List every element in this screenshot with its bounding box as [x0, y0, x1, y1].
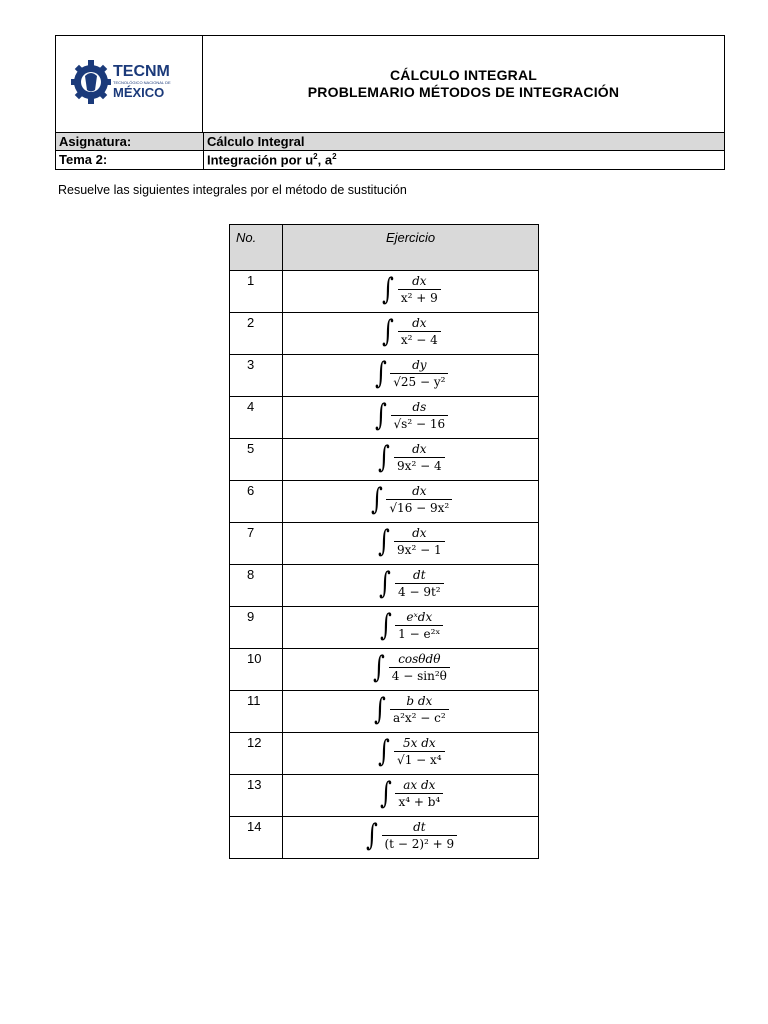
integrand-numerator: dt: [413, 568, 426, 582]
fraction: [398, 274, 441, 306]
fraction: [394, 736, 445, 768]
integral-expression: [380, 314, 441, 350]
exercise-integral: [283, 817, 539, 859]
integral-sign-icon: ∫: [365, 818, 378, 853]
integral-sign-icon: ∫: [370, 482, 383, 517]
exercise-number: 2: [230, 313, 283, 355]
integrand-numerator: dx: [412, 484, 427, 498]
table-row: [230, 565, 539, 607]
integral-expression: [372, 692, 448, 728]
integrand-denominator: 4 − 9t²: [395, 583, 444, 600]
integral-expression: [364, 818, 457, 854]
exercise-integral: [283, 649, 539, 691]
topic-value: [203, 151, 724, 169]
integral-sign-icon: ∫: [382, 314, 394, 349]
integrand-denominator: 1 − e²ˣ: [395, 625, 443, 642]
document-header: [55, 35, 725, 170]
integral-sign-icon: ∫: [378, 734, 391, 769]
exercise-integral: [283, 691, 539, 733]
table-row: [230, 313, 539, 355]
logo-text-main: TECNM: [113, 63, 170, 80]
integrand-denominator: √s² − 16: [391, 415, 449, 432]
integrand-numerator: 5x dx: [402, 736, 436, 750]
integrand-numerator: dx: [412, 526, 427, 540]
exercise-number: 3: [230, 355, 283, 397]
instruction-text: Resuelve las siguientes integrales por el método de sustitución: [58, 183, 407, 197]
exercise-integral: [283, 607, 539, 649]
exercise-number: 6: [230, 481, 283, 523]
table-row: [230, 481, 539, 523]
topic-value-prefix: Integración por u: [207, 152, 314, 168]
logo-text: [113, 64, 171, 100]
column-header-exercise: Ejercicio: [283, 225, 539, 271]
integral-sign-icon: ∫: [382, 272, 394, 307]
integrand-denominator: 4 − sin²θ: [389, 667, 450, 684]
integrand-numerator: dt: [413, 820, 426, 834]
integral-expression: [369, 482, 452, 518]
logo-text-sub: TECNOLÓGICO NACIONAL DE: [113, 80, 171, 85]
integral-sign-icon: ∫: [379, 776, 392, 811]
topic-sup-u: 2: [313, 152, 318, 161]
integrand-denominator: √1 − x⁴: [394, 751, 445, 768]
fraction: [382, 820, 458, 852]
exercise-number: 11: [230, 691, 283, 733]
exercise-integral: [283, 313, 539, 355]
subject-label: Asignatura:: [59, 134, 132, 149]
integrand-denominator: √16 − 9x²: [386, 499, 452, 516]
exercise-integral: [283, 523, 539, 565]
integral-sign-icon: ∫: [379, 566, 392, 601]
exercise-number: 5: [230, 439, 283, 481]
title-line-2: PROBLEMARIO MÉTODOS DE INTEGRACIÓN: [307, 84, 620, 100]
exercise-number: 12: [230, 733, 283, 775]
fraction: [398, 316, 441, 348]
integral-expression: [371, 650, 450, 686]
table-row: [230, 271, 539, 313]
fraction: [395, 568, 444, 600]
fraction: [390, 694, 449, 726]
table-body: [230, 271, 539, 859]
integrand-numerator: dx: [412, 274, 427, 288]
topic-row: [56, 150, 724, 169]
exercise-number: 10: [230, 649, 283, 691]
subject-value: Cálculo Integral: [203, 133, 724, 151]
integral-expression: [376, 524, 444, 560]
table-row: [230, 607, 539, 649]
fraction: [395, 610, 443, 642]
table-row: [230, 355, 539, 397]
table-row: [230, 775, 539, 817]
table-row: [230, 733, 539, 775]
fraction: [389, 652, 450, 684]
exercise-integral: [283, 271, 539, 313]
table-row: [230, 439, 539, 481]
logo-cell: [56, 36, 203, 132]
integral-sign-icon: ∫: [374, 692, 386, 727]
integral-expression: [380, 272, 441, 308]
table-row: [230, 523, 539, 565]
title-cell: [203, 36, 724, 132]
integrand-denominator: a²x² − c²: [390, 709, 449, 726]
integral-expression: [378, 608, 444, 644]
exercise-integral: [283, 733, 539, 775]
exercise-number: 13: [230, 775, 283, 817]
exercise-number: 4: [230, 397, 283, 439]
topic-sup-a: 2: [332, 152, 337, 161]
fraction: [391, 400, 449, 432]
integral-sign-icon: ∫: [373, 650, 385, 685]
subject-row: [56, 132, 724, 151]
integrand-denominator: x⁴ + b⁴: [395, 793, 443, 810]
integral-expression: [377, 566, 443, 602]
table-row: [230, 817, 539, 859]
integrand-denominator: 9x² − 1: [394, 541, 445, 558]
integral-expression: [376, 440, 444, 476]
topic-value-sep: , a: [317, 152, 333, 168]
integral-sign-icon: ∫: [378, 440, 391, 475]
topic-label: Tema 2:: [59, 152, 108, 167]
integrand-numerator: dy: [412, 358, 427, 372]
table-row: [230, 649, 539, 691]
exercise-integral: [283, 481, 539, 523]
integrand-denominator: (t − 2)² + 9: [382, 835, 458, 852]
exercise-number: 14: [230, 817, 283, 859]
title-line-1: CÁLCULO INTEGRAL: [389, 67, 538, 83]
integrand-numerator: eˣdx: [406, 610, 433, 624]
exercise-table: [229, 224, 539, 859]
table-header-row: [230, 225, 539, 271]
fraction: [394, 442, 445, 474]
integral-sign-icon: ∫: [374, 356, 387, 391]
integrand-numerator: ax dx: [403, 778, 436, 792]
integrand-numerator: b dx: [406, 694, 433, 708]
integral-expression: [378, 776, 443, 812]
exercise-integral: [283, 775, 539, 817]
exercise-integral: [283, 355, 539, 397]
integrand-numerator: cosθdθ: [398, 652, 441, 666]
fraction: [386, 484, 452, 516]
integrand-denominator: x² + 9: [398, 289, 441, 306]
integral-expression: [373, 356, 449, 392]
exercise-number: 9: [230, 607, 283, 649]
exercise-number: 8: [230, 565, 283, 607]
fraction: [390, 358, 448, 390]
integral-sign-icon: ∫: [374, 398, 387, 433]
integrand-numerator: dx: [412, 316, 427, 330]
exercise-integral: [283, 397, 539, 439]
column-header-no: No.: [230, 225, 283, 271]
integral-expression: [376, 734, 444, 770]
integrand-numerator: ds: [412, 400, 427, 414]
logo-text-country: MÉXICO: [113, 85, 165, 100]
integral-sign-icon: ∫: [378, 524, 391, 559]
integrand-numerator: dx: [412, 442, 427, 456]
fraction: [395, 778, 443, 810]
integral-expression: [373, 398, 448, 434]
table-row: [230, 691, 539, 733]
fraction: [394, 526, 445, 558]
integrand-denominator: x² − 4: [398, 331, 441, 348]
integral-sign-icon: ∫: [379, 608, 392, 643]
exercise-number: 7: [230, 523, 283, 565]
integrand-denominator: 9x² − 4: [394, 457, 445, 474]
exercise-integral: [283, 565, 539, 607]
integrand-denominator: √25 − y²: [390, 373, 448, 390]
table-row: [230, 397, 539, 439]
exercise-integral: [283, 439, 539, 481]
exercise-number: 1: [230, 271, 283, 313]
